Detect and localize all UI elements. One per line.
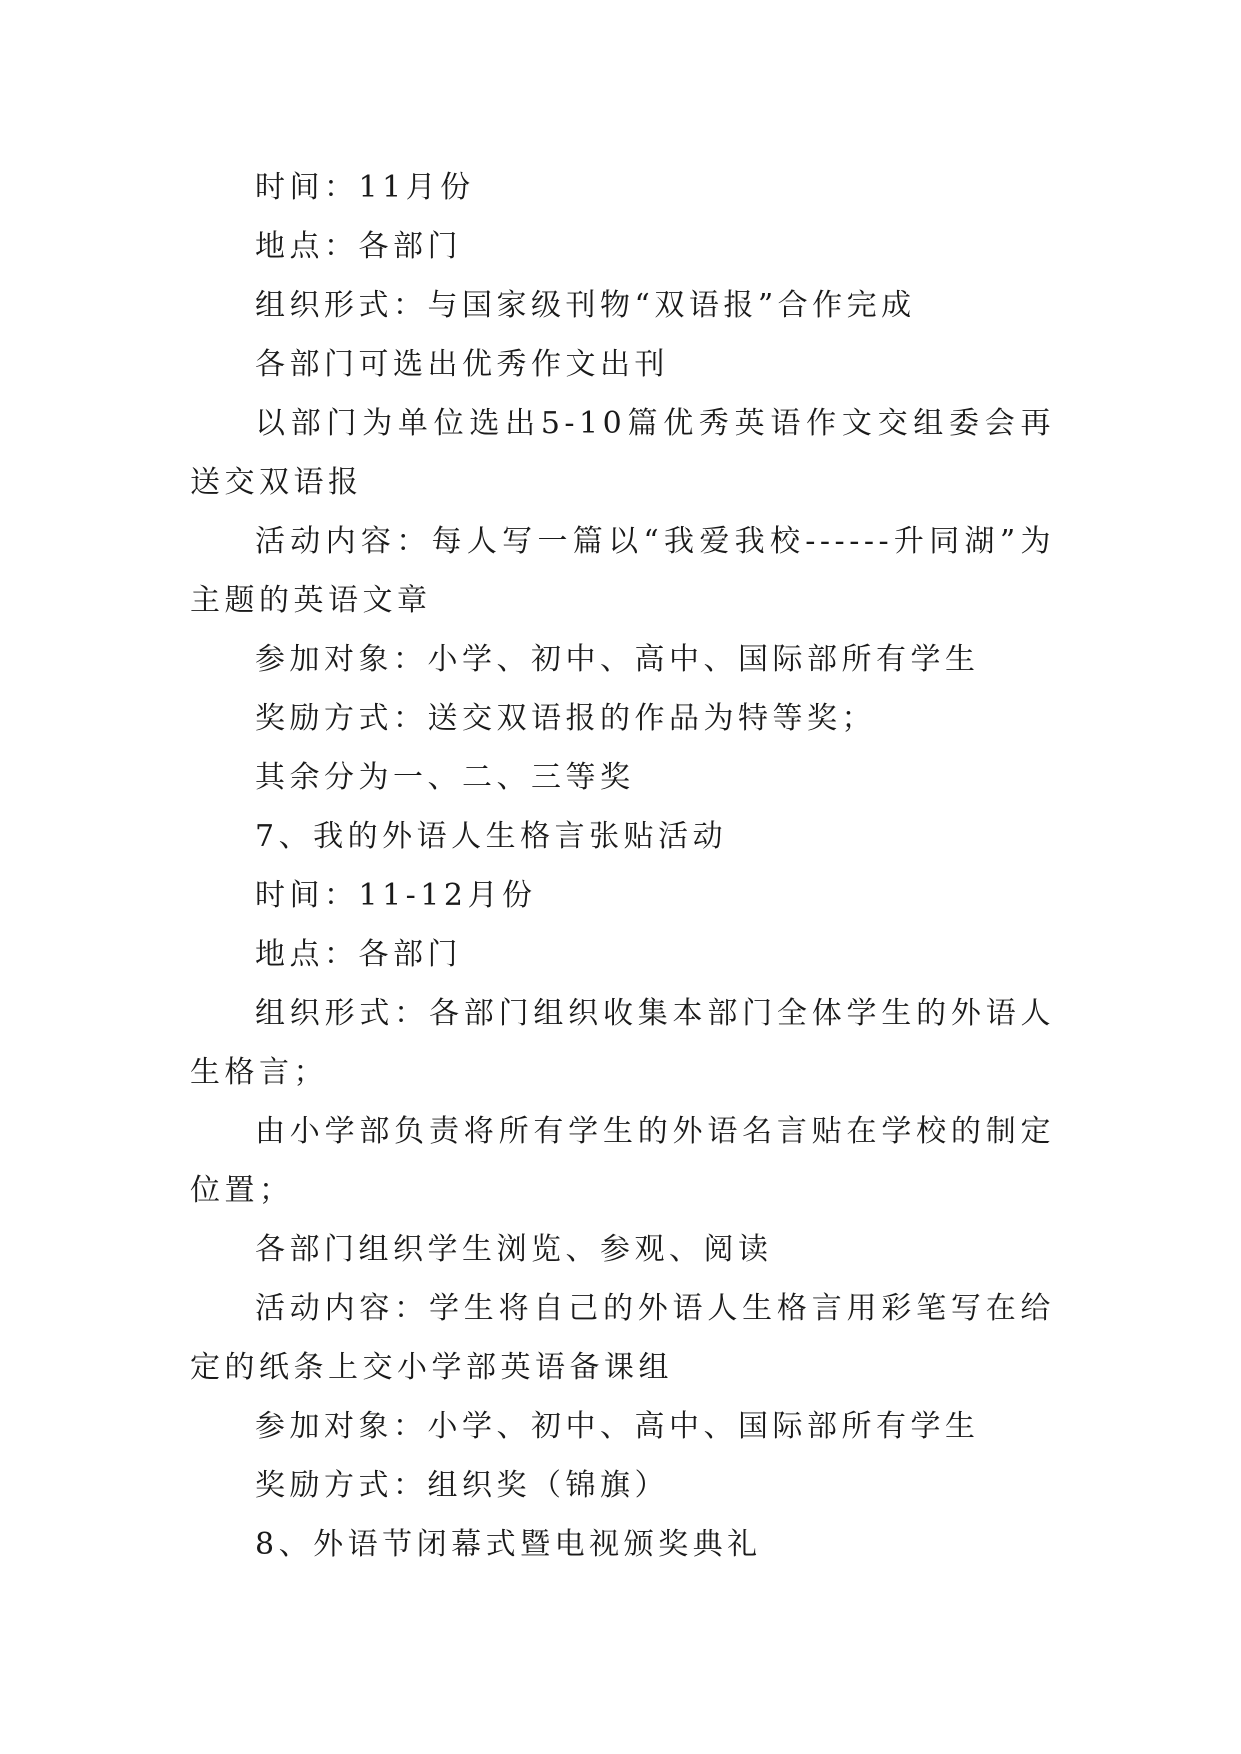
paragraph-organization-form: 组织形式：与国家级刊物“双语报”合作完成 — [255, 288, 916, 323]
paragraph-publish: 各部门可选出优秀作文出刊 — [255, 347, 669, 382]
paragraph-other-prizes: 其余分为一、二、三等奖 — [255, 760, 635, 795]
paragraph-time: 时间：11月份 — [255, 170, 475, 205]
paragraph-posting: 由小学部负责将所有学生的外语名言贴在学校的制定位置； — [190, 1114, 1055, 1208]
paragraph-selection: 以部门为单位选出5-10篇优秀英语作文交组委会再送交双语报 — [190, 406, 1055, 500]
section-heading-8: 8、外语节闭幕式暨电视颁奖典礼 — [255, 1527, 762, 1562]
paragraph-location: 地点：各部门 — [255, 229, 462, 264]
paragraph-browse: 各部门组织学生浏览、参观、阅读 — [255, 1232, 773, 1267]
document-body — [190, 158, 1055, 1574]
paragraph-activity-content-7: 活动内容：学生将自己的外语人生格言用彩笔写在给定的纸条上交小学部英语备课组 — [190, 1291, 1055, 1385]
paragraph-reward: 奖励方式：送交双语报的作品为特等奖； — [255, 701, 876, 736]
paragraph-time-7: 时间：11-12月份 — [255, 878, 537, 913]
paragraph-participants-7: 参加对象：小学、初中、高中、国际部所有学生 — [255, 1409, 980, 1444]
paragraph-location-7: 地点：各部门 — [255, 937, 462, 972]
paragraph-activity-content: 活动内容：每人写一篇以“我爱我校------升同湖”为主题的英语文章 — [190, 524, 1055, 618]
paragraph-participants: 参加对象：小学、初中、高中、国际部所有学生 — [255, 642, 980, 677]
paragraph-organization-form-7: 组织形式：各部门组织收集本部门全体学生的外语人生格言； — [190, 996, 1055, 1090]
section-heading-7: 7、我的外语人生格言张贴活动 — [255, 819, 728, 854]
paragraph-reward-7: 奖励方式：组织奖（锦旗） — [255, 1468, 669, 1503]
